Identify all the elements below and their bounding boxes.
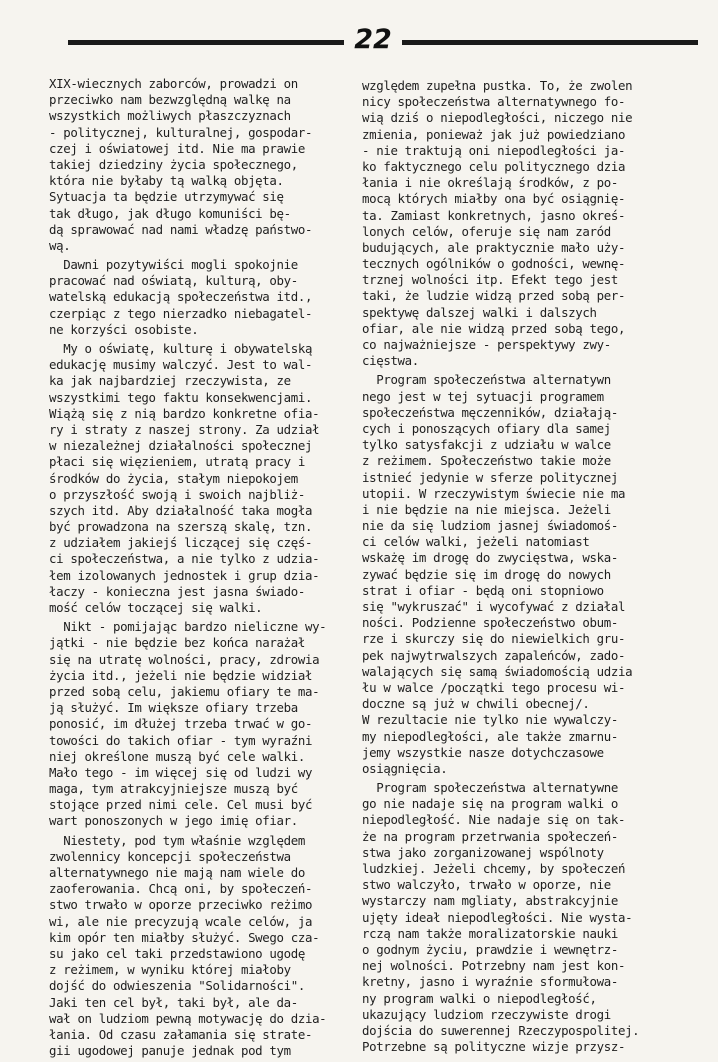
text-line: takiej dziedziny życia społecznego, [49,156,298,172]
text-line: nego jest w tej sytuacji programem [362,388,604,404]
page-number: 22 [354,24,392,55]
text-line: towości do takich ofiar - tym wyraźni [49,732,313,748]
header-rule-left [68,40,344,45]
text-line: społeczeństwa męczenników, działają- [362,404,618,420]
text-line: Nikt - pomijając bardzo nieliczne wy- [49,619,327,635]
text-line: łaczy - konieczna jest jasna świado- [49,583,305,599]
text-line: pracować nad oświatą, kulturą, oby- [49,273,298,289]
text-line: o przyszłość swoją i swoich najbliż- [49,486,305,502]
text-line: spektywę dalszej walki i dalszych [362,304,597,320]
text-line: Wiążą się z nią bardzo konkretne ofia- [49,405,320,421]
text-line: edukację musimy walczyć. Jest to wal- [49,357,313,373]
text-line: Dawni pozytywiści mogli spokojnie [49,257,298,273]
text-line: łania i nie określają środków, z po- [362,175,618,191]
text-line: istnieć jedynie w sferze politycznej [362,469,618,485]
text-line: nicy społeczeństwa alternatywnego fo- [362,94,626,110]
text-line: dojścia do suwerennej Rzeczypospolitej. [362,1022,640,1038]
right-text-column [362,78,668,1058]
text-line: kretny, jasno i wyraźnie sformułowa- [362,974,618,990]
text-line: się "wykruszać" i wycofywać z działal [362,599,626,614]
text-line: czej i oświatowej itd. Nie ma prawie [49,140,305,156]
text-line: kim opór ten miałby służyć. Swego cza- [49,929,320,945]
text-line: niepodległość. Nie nadaje się on tak- [362,812,626,828]
text-line: łu w walce /początki tego procesu wi- [362,679,626,695]
text-line: ofiar, ale nie widzą przed sobą tego, [362,320,626,336]
text-line: alternatywnego nie mają nam wiele do [49,865,305,880]
text-line: się na utratę wolności, pracy, zdrowia [49,651,320,667]
text-line: zywać będzie się im drogę do nowych [362,566,611,582]
text-line: dojść do odwieszenia "Solidarności". [49,978,305,994]
text-line: szych itd. Aby działalność taka mogła [49,502,313,518]
text-line: przeciwko nam bezwzględną walkę na [49,92,291,108]
text-line: osiągnięcia. [362,760,448,776]
text-line: ci społeczeństwa, a nie tylko z udzia- [49,551,320,567]
paragraph [362,78,668,369]
text-line: Program społeczeństwa alternatywne [362,780,618,796]
text-line: względem zupełna pustka. To, że zwolen [362,78,633,93]
text-line: cięstwa. [362,353,419,369]
text-line: ponosić, im dłużej trzeba trwać w go- [49,716,313,732]
text-line: Program społeczeństwa alternatywn [362,372,611,388]
text-line: czerpiąc z tego nierzadko niebagatel- [49,305,313,321]
text-line: maga, tym atrakcyjniejsze muszą być [49,781,298,797]
text-line: ujęty ideał niepodległości. Nie wysta- [362,909,633,925]
text-line: Jaki ten cel był, taki był, ale da- [49,994,298,1010]
text-line: ta. Zamiast konkretnych, jasno okreś- [362,207,626,223]
text-line: watelską edukacją społeczeństwa itd., [49,289,313,305]
text-line: o godnym życiu, prawdzie i wewnętrz- [362,941,618,957]
text-line: zaoferowania. Chcą oni, by społeczeń- [49,881,313,897]
paragraph [362,780,668,1055]
text-line: zmienia, ponieważ jak już powiedziano [362,126,626,142]
text-line: ry i straty z naszej strony. Za udział [49,421,320,437]
text-line: jątki - nie będzie bez końca narażał [49,635,305,651]
header-rule-right [402,40,698,45]
text-line: wi, ale nie precyzują wcale celów, ja [49,913,313,929]
text-line: ci celów walki, jeżeli natomiast [362,534,590,550]
text-line: ludzkiej. Jeżeli chcemy, by społeczeń [362,861,626,876]
text-line: wszystkich możliwych płaszczyznach [49,108,291,124]
text-line: mocą których miałby ona być osiągnię- [362,191,626,207]
text-line: My o oświatę, kulturę i obywatelską [49,341,313,356]
paragraph [49,833,345,1060]
text-line: w niezależnej działalności społecznej [49,438,313,454]
text-line: że na program przetrwania społeczeń- [362,828,618,844]
text-line: łania. Od czasu załamania się strate- [49,1026,313,1042]
text-line: która nie byłaby tą walką objęta. [49,173,284,189]
text-line: utopii. W rzeczywistym świecie nie ma [362,485,626,501]
text-line: trznej wolności itp. Efekt tego jest [362,272,618,288]
text-line: W rezultacie nie tylko nie wywalczy- [362,712,618,728]
text-line: wystarczy nam mgliaty, abstrakcyjnie [362,893,618,909]
text-line: jemy wszystkie nasze dotychczasowe [362,744,604,760]
text-line: ności. Podzienne społeczeństwo obum- [362,615,618,631]
text-line: stojące przed nimi cele. Cel musi być [49,797,313,813]
text-line: rze i skurczy się do niewielkich gru- [362,631,626,647]
text-line: rczą nam także moralizatorskie nauki [362,925,618,941]
text-line: tecznych ogólników o godności, wewnę- [362,256,626,272]
text-line: Potrzebne są polityczne wizje przysz- [362,1039,626,1055]
text-line: wskażę im drogę do zwycięstwa, wska- [362,550,618,566]
text-line: z udziałem jakiejś liczącej się częś- [49,535,313,551]
text-line: wszystkimi tego faktu konsekwencjami. [49,389,313,405]
text-line: Mało tego - im więcej się od ludzi wy [49,764,313,780]
text-line: i nie będzie na nie miejsca. Jeżeli [362,501,611,517]
text-line: środków do życia, stałym niepokojem [49,470,298,486]
text-line: - politycznej, kulturalnej, gospodar- [49,124,313,140]
text-line: wart ponoszonych w jego imię ofiar. [49,813,298,829]
text-line: tylko satysfakcji z udziału w walce [362,437,611,453]
text-line: ukazujący ludziom rzeczywiste drogi [362,1006,611,1022]
text-line: tak długo, jak długo komuniści bę- [49,205,291,221]
paragraph [49,619,345,829]
text-line: życia itd., jeżeli nie będzie widział [49,667,313,683]
text-line: su jako cel taki przedstawiono ugodę [49,945,305,961]
text-line: ka jak najbardziej rzeczywista, ze [49,373,291,389]
text-line: ko faktycznego celu politycznego dzia [362,158,626,174]
text-line: pek najwytrwalszych zapaleńców, zado- [362,647,626,663]
paragraph [49,341,345,616]
text-line: my niepodległości, ale także zmarnu- [362,728,618,744]
text-line: ją służyć. Im większe ofiary trzeba [49,700,298,716]
text-line: lonych celów, oferuje się nam zaród [362,223,611,239]
text-line: walających się samą świadomością udzia [362,663,633,679]
text-line: stwa jako zorganizowanej wspólnoty [362,844,604,860]
text-line: z reżimem, w wyniku której miałoby [49,962,291,978]
text-line: Sytuacja ta będzie utrzymywać się [49,189,284,205]
text-line: go nie nadaje się na program walki o [362,796,618,812]
text-line: płaci się więzieniem, utratą pracy i [49,454,305,470]
text-line: stwo trwało w oporze przeciwko reżimo [49,897,313,913]
text-line: niej określone muszą być cele walki. [49,748,305,764]
text-line: wał on ludziom pewną motywację do dzia- [49,1010,327,1026]
text-line: ne korzyści osobiste. [49,321,199,337]
left-text-column [49,76,345,1062]
text-line: nej wolności. Potrzebny nam jest kon- [362,958,626,974]
page-header [0,22,718,58]
paragraph [49,257,345,338]
text-line: XIX-wiecznych zaborców, prowadzi on [49,76,298,91]
text-line: wą. [49,237,71,253]
paragraph [49,76,345,254]
text-line: taki, że ludzie widzą przed sobą per- [362,288,626,304]
text-line: przed sobą celu, jakiemu ofiary te ma- [49,683,320,699]
text-line: cych i ponoszących ofiary dla samej [362,420,611,436]
text-line: stwo walczyło, trwało w oporze, nie [362,877,611,893]
text-line: co najważniejsze - perspektywy zwy- [362,337,611,352]
text-line: zwolennicy koncepcji społeczeństwa [49,848,291,864]
paragraph [362,372,668,777]
text-line: doczne są już w chwili obecnej/. [362,696,590,712]
text-line: gii ugodowej panuje jednak pod tym [49,1043,291,1059]
text-line: wią dziś o niepodległości, niczego nie [362,110,633,126]
text-line: dą sprawować nad nami władzę państwo- [49,221,313,237]
text-line: z reżimem. Społeczeństwo takie może [362,453,611,469]
text-line: nie da się ludziom jasnej świadomoś- [362,518,618,534]
text-line: Niestety, pod tym właśnie względem [49,832,305,848]
text-line: strat i ofiar - będą oni stopniowo [362,582,604,598]
text-line: - nie traktują oni niepodległości ja- [362,142,626,158]
text-line: mość celów toczącej się walki. [49,600,263,615]
text-line: ny program walki o niepodległość, [362,990,597,1006]
text-line: budujących, ale praktycznie mało uży- [362,239,626,255]
text-line: być prowadzona na szerszą skalę, tzn. [49,519,313,535]
text-line: łem izolowanych jednostek i grup dzia- [49,567,320,583]
